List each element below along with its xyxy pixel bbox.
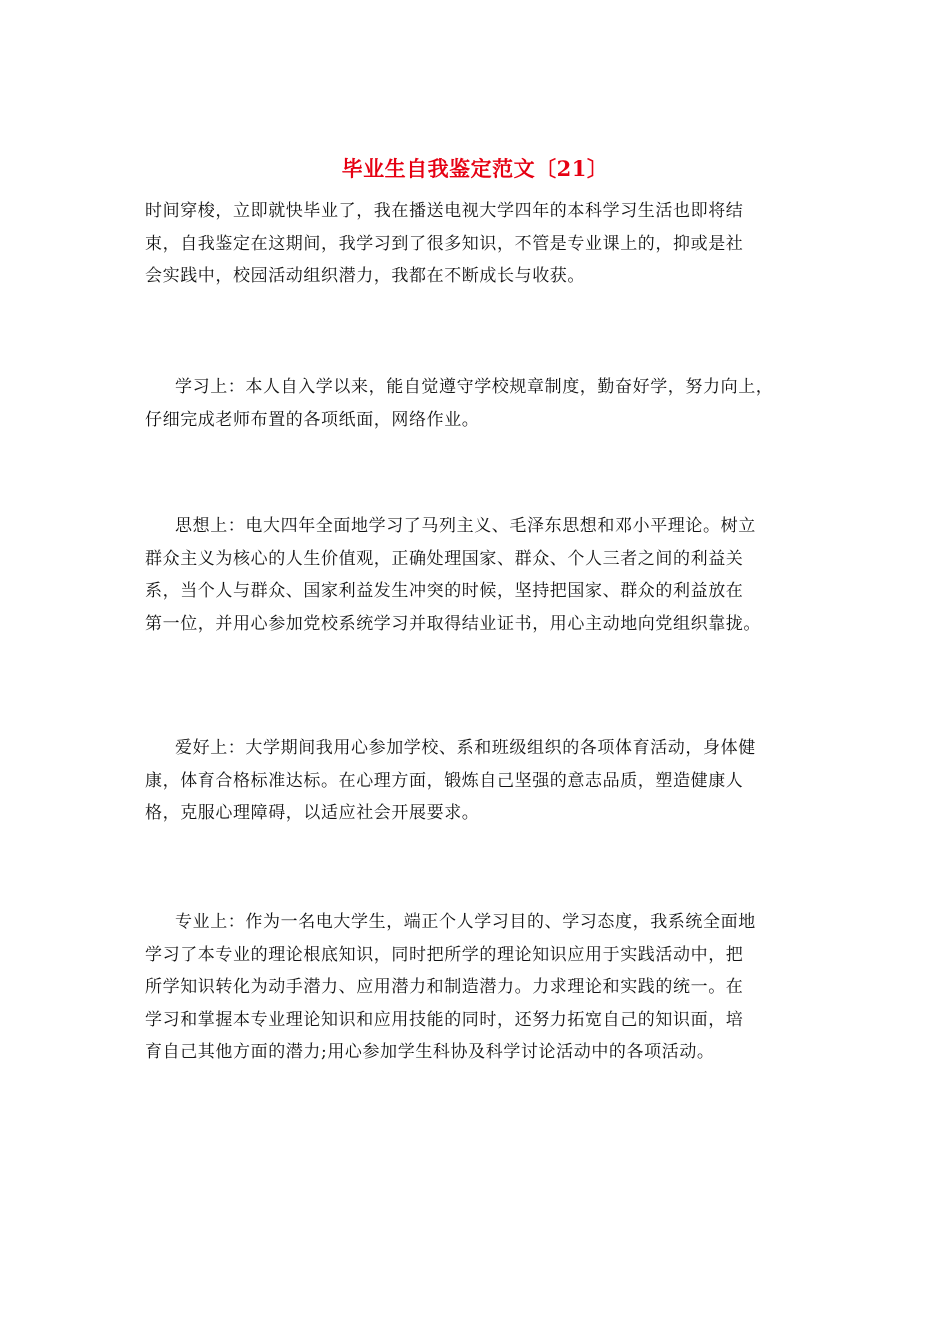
paragraph-line: 格，克服心理障碍，以适应社会开展要求。 xyxy=(145,803,480,823)
paragraph-line: 学习了本专业的理论根底知识，同时把所学的理论知识应用于实践活动中，把 xyxy=(145,944,744,965)
paragraph-line: 第一位，并用心参加党校系统学习并取得结业证书，用心主动地向党组织靠拢。 xyxy=(145,613,761,634)
paragraph-line: 时间穿梭，立即就快毕业了，我在播送电视大学四年的本科学习生活也即将结 xyxy=(145,201,744,221)
paragraph-study xyxy=(145,371,825,436)
paragraph-line: 育自己其他方面的潜力;用心参加学生科协及科学讨论活动中的各项活动。 xyxy=(145,1042,715,1062)
paragraph-line: 群众主义为核心的人生价值观，正确处理国家、群众、个人三者之间的利益关 xyxy=(145,548,744,569)
paragraph-line: 康，体育合格标准达标。在心理方面，锻炼自己坚强的意志品质，塑造健康人 xyxy=(145,770,744,791)
paragraph-intro xyxy=(145,195,825,293)
paragraph-line: 所学知识转化为动手潜力、应用潜力和制造潜力。力求理论和实践的统一。在 xyxy=(145,977,744,997)
document-title: 毕业生自我鉴定范文〔21〕 xyxy=(341,156,609,181)
paragraph-hobby xyxy=(145,732,825,830)
paragraph-line: 系，当个人与群众、国家利益发生冲突的时候，坚持把国家、群众的利益放在 xyxy=(145,581,744,601)
paragraph-line: 爱好上：大学期间我用心参加学校、系和班级组织的各项体育活动，身体健 xyxy=(175,738,756,758)
paragraph-line: 学习和掌握本专业理论知识和应用技能的同时，还努力拓宽自己的知识面，培 xyxy=(145,1009,744,1030)
paragraph-line: 学习上：本人自入学以来，能自觉遵守学校规章制度，勤奋好学，努力向上， xyxy=(175,377,774,397)
paragraph-thought xyxy=(145,510,825,640)
paragraph-line: 思想上：电大四年全面地学习了马列主义、毛泽东思想和邓小平理论。树立 xyxy=(175,516,756,536)
paragraph-line: 束，自我鉴定在这期间，我学习到了很多知识，不管是专业课上的，抑或是社 xyxy=(145,233,744,254)
paragraph-line: 会实践中，校园活动组织潜力，我都在不断成长与收获。 xyxy=(145,266,585,286)
paragraph-line: 仔细完成老师布置的各项纸面，网络作业。 xyxy=(145,409,480,430)
paragraph-major xyxy=(145,906,825,1069)
paragraph-line: 专业上：作为一名电大学生，端正个人学习目的、学习态度，我系统全面地 xyxy=(175,912,756,932)
